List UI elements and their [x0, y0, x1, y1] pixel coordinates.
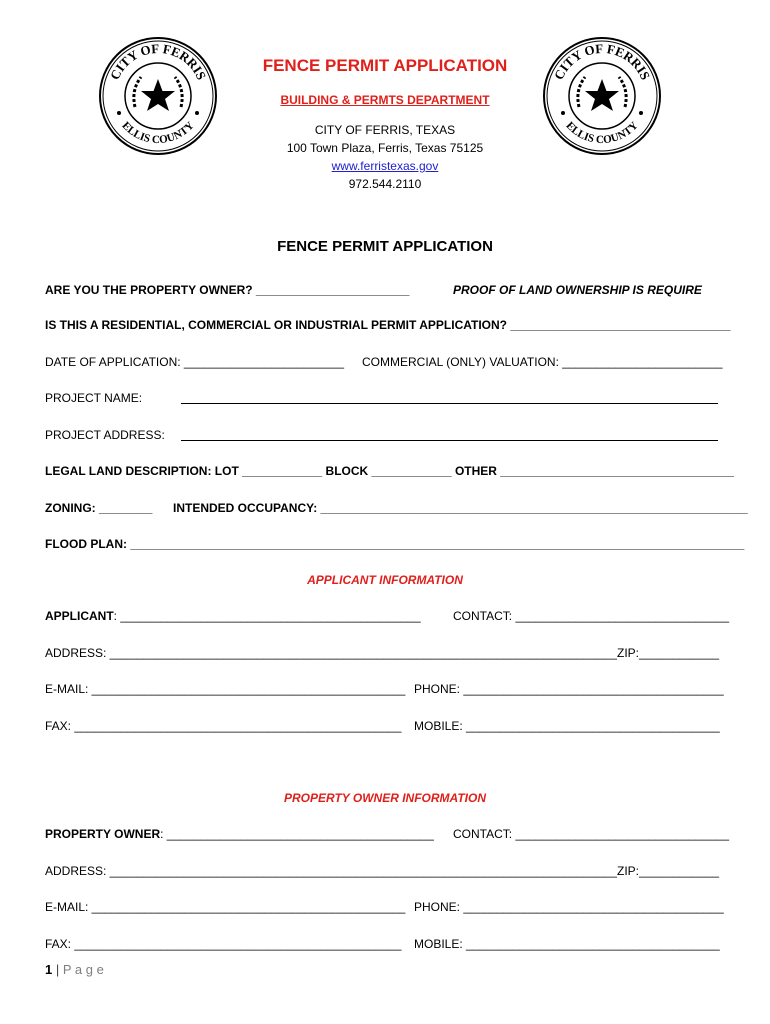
owner-phone-field[interactable]: PHONE: _______________________________________ — [414, 900, 724, 914]
owner-fax-field[interactable]: FAX: _________________________________________________ — [45, 937, 402, 951]
project-address-input[interactable] — [181, 440, 718, 441]
applicant-line[interactable]: : _____________________________________________ — [113, 609, 421, 623]
applicant-contact-field[interactable]: CONTACT: ________________________________ — [453, 609, 730, 623]
form-title: FENCE PERMIT APPLICATION — [277, 238, 493, 255]
website-link[interactable]: www.ferristexas.gov — [331, 159, 439, 173]
project-name-label: PROJECT NAME: — [45, 391, 143, 405]
date-of-application-field[interactable]: DATE OF APPLICATION: ________________________ — [45, 355, 345, 369]
owner-address-field[interactable]: ADDRESS: ____________________________________________________________________________ — [45, 864, 617, 878]
applicant-info-heading: APPLICANT INFORMATION — [307, 573, 463, 587]
seal-bottom-text: ELLIS COUNTY — [119, 119, 197, 147]
page-number: 1 — [45, 962, 53, 977]
seal-bottom-text: ELLIS COUNTY — [563, 119, 641, 147]
seal-top-text: CITY OF FERRIS — [550, 40, 654, 83]
flood-plan-field[interactable]: FLOOD PLAN: ____________________________________________________________________________________________ — [45, 537, 745, 551]
department-name: BUILDING & PERMTS DEPARTMENT — [280, 93, 490, 107]
property-owner-field[interactable] — [45, 827, 434, 841]
property-owner-question[interactable]: ARE YOU THE PROPERTY OWNER? _______________________ — [45, 283, 410, 297]
applicant-field[interactable] — [45, 609, 421, 623]
applicant-label: APPLICANT — [45, 609, 114, 623]
property-owner-info-heading: PROPERTY OWNER INFORMATION — [283, 791, 486, 805]
project-name-input[interactable] — [181, 403, 718, 404]
property-owner-label: PROPERTY OWNER — [45, 827, 161, 841]
applicant-fax-field[interactable]: FAX: _________________________________________________ — [45, 719, 402, 733]
owner-email-field[interactable]: E-MAIL: _______________________________________________ — [45, 900, 406, 914]
intended-occupancy-field[interactable]: INTENDED OCCUPANCY: ________________________________________________________________ — [173, 501, 748, 515]
applicant-address-field[interactable]: ADDRESS: ____________________________________________________________________________ — [45, 646, 617, 660]
project-address-label: PROJECT ADDRESS: — [45, 428, 165, 442]
property-owner-line[interactable]: : ________________________________________ — [160, 827, 434, 841]
zoning-field[interactable]: ZONING: ________ — [45, 501, 153, 515]
applicant-phone-field[interactable]: PHONE: _______________________________________ — [414, 682, 724, 696]
page-separator: | — [55, 962, 60, 977]
applicant-mobile-field[interactable]: MOBILE: ______________________________________ — [414, 719, 720, 733]
owner-zip-field[interactable]: ZIP:____________ — [617, 864, 720, 878]
city-name: CITY OF FERRIS, TEXAS — [314, 123, 456, 137]
page-footer — [45, 962, 104, 977]
commercial-valuation-field[interactable]: COMMERCIAL (ONLY) VALUATION: ________________________ — [362, 355, 723, 369]
owner-contact-field[interactable]: CONTACT: ________________________________ — [453, 827, 730, 841]
city-address: 100 Town Plaza, Ferris, Texas 75125 — [286, 141, 484, 155]
page-label: P a g e — [62, 962, 104, 977]
header-title: FENCE PERMIT APPLICATION — [262, 56, 508, 75]
applicant-zip-field[interactable]: ZIP:____________ — [617, 646, 720, 660]
applicant-email-field[interactable]: E-MAIL: _______________________________________________ — [45, 682, 406, 696]
legal-land-description-field[interactable]: LEGAL LAND DESCRIPTION: LOT ____________ BLOCK ____________ OTHER ___________________________________ — [45, 464, 734, 478]
seal-top-text: CITY OF FERRIS — [106, 40, 210, 83]
city-phone: 972.544.2110 — [348, 177, 422, 191]
permit-type-question[interactable]: IS THIS A RESIDENTIAL, COMMERCIAL OR INDUSTRIAL PERMIT APPLICATION? _________________________________ — [45, 318, 731, 332]
ownership-proof-notice: PROOF OF LAND OWNERSHIP IS REQUIRE — [453, 283, 702, 297]
owner-mobile-field[interactable]: MOBILE: ______________________________________ — [414, 937, 720, 951]
